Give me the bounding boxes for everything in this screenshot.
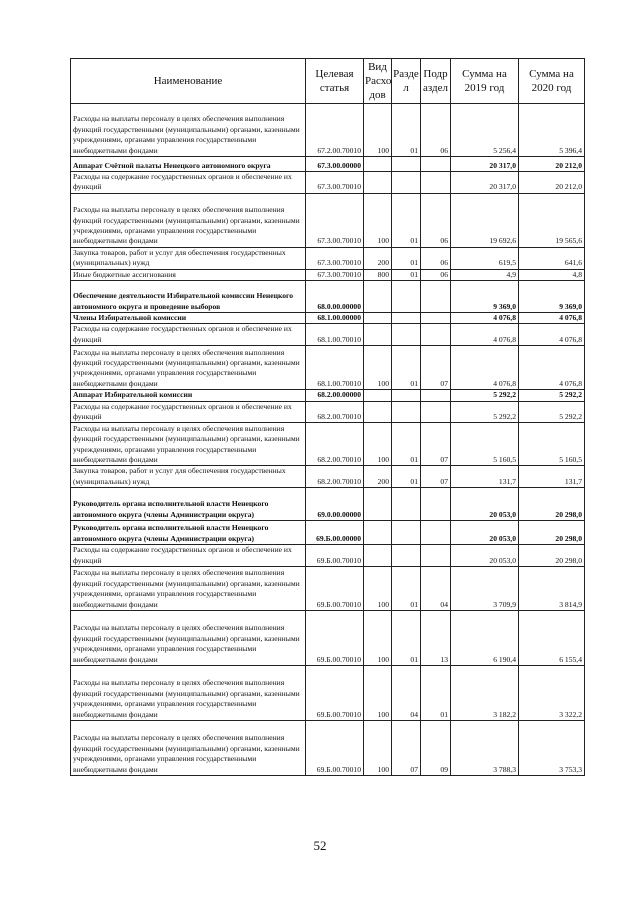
cell-razdel [392,488,421,521]
cell-podrazdel [421,390,451,401]
cell-code: 69.0.00.00000 [306,488,364,521]
cell-name: Расходы на выплаты персоналу в целях обеспечения выполнения функций государственными (муниципальными) органами, казенными учреждениями, органами управления государственными внебюджетными фондами [71,611,306,666]
table-row [71,390,585,401]
cell-name: Расходы на содержание государственных органов и обеспечение их функций [71,545,306,567]
cell-name: Расходы на содержание государственных органов и обеспечение их функций [71,172,306,194]
table-row [71,721,585,776]
cell-name: Закупка товаров, работ и услуг для обеспечения государственных (муниципальных) нужд [71,247,306,269]
cell-code: 67.3.00.70010 [306,172,364,194]
header-sum-2020: Сумма на 2020 год [519,59,585,104]
cell-sum-2019: 5 292,2 [451,390,519,401]
cell-podrazdel [421,521,451,545]
cell-sum-2019: 4 076,8 [451,346,519,390]
table-row [71,611,585,666]
cell-vid: 100 [364,666,392,721]
cell-vid: 100 [364,721,392,776]
cell-sum-2019: 20 053,0 [451,545,519,567]
cell-sum-2019: 3 182,2 [451,666,519,721]
cell-podrazdel: 06 [421,193,451,247]
table-row [71,281,585,313]
cell-code: 68.2.00.00000 [306,390,364,401]
cell-sum-2020: 20 212,0 [519,172,585,194]
cell-razdel: 01 [392,346,421,390]
table-row [71,313,585,324]
cell-name: Расходы на выплаты персоналу в целях обеспечения выполнения функций государственными (муниципальными) органами, казенными учреждениями, органами управления государственными внебюджетными фондами [71,346,306,390]
cell-podrazdel [421,545,451,567]
cell-vid [364,324,392,346]
header-sum-2019: Сумма на 2019 год [451,59,519,104]
cell-razdel: 01 [392,193,421,247]
table-row [71,346,585,390]
cell-name: Члены Избирательной комиссии [71,313,306,324]
cell-sum-2019: 9 369,0 [451,281,519,313]
cell-vid: 100 [364,104,392,157]
cell-sum-2020: 5 160,5 [519,423,585,466]
table-header-row [71,59,585,104]
cell-sum-2020: 20 298,0 [519,488,585,521]
cell-code: 69.Б.00.70010 [306,611,364,666]
cell-sum-2019: 6 190,4 [451,611,519,666]
cell-podrazdel: 09 [421,721,451,776]
cell-vid [364,172,392,194]
cell-sum-2019: 619,5 [451,247,519,269]
cell-razdel [392,172,421,194]
cell-vid: 100 [364,423,392,466]
cell-razdel [392,521,421,545]
cell-sum-2020: 6 155,4 [519,611,585,666]
cell-razdel: 01 [392,423,421,466]
cell-code: 68.1.00.70010 [306,346,364,390]
cell-code: 67.2.00.70010 [306,104,364,157]
cell-name: Расходы на выплаты персоналу в целях обеспечения выполнения функций государственными (муниципальными) органами, казенными учреждениями, органами управления государственными внебюджетными фондами [71,567,306,611]
cell-razdel: 01 [392,611,421,666]
cell-sum-2020: 5 292,2 [519,401,585,423]
cell-podrazdel: 06 [421,104,451,157]
cell-sum-2020: 19 565,6 [519,193,585,247]
cell-vid [364,281,392,313]
cell-sum-2019: 4 076,8 [451,313,519,324]
cell-code: 67.3.00.70010 [306,247,364,269]
cell-sum-2020: 4 076,8 [519,313,585,324]
table-row [71,193,585,247]
cell-sum-2019: 20 317,0 [451,157,519,172]
cell-sum-2019: 5 292,2 [451,401,519,423]
cell-podrazdel: 01 [421,666,451,721]
cell-sum-2020: 3 322,2 [519,666,585,721]
cell-sum-2020: 20 212,0 [519,157,585,172]
table-row [71,157,585,172]
budget-table [70,58,585,776]
table-row [71,466,585,488]
table-row [71,269,585,280]
cell-vid: 800 [364,269,392,280]
table-row [71,401,585,423]
cell-sum-2019: 5 160,5 [451,423,519,466]
cell-vid: 100 [364,567,392,611]
cell-vid: 100 [364,193,392,247]
cell-razdel: 01 [392,567,421,611]
header-name: Наименование [71,59,306,104]
table-body [71,104,585,776]
cell-name: Расходы на выплаты персоналу в целях обеспечения выполнения функций государственными (муниципальными) органами, казенными учреждениями, органами управления государственными внебюджетными фондами [71,193,306,247]
cell-name: Расходы на выплаты персоналу в целях обеспечения выполнения функций государственными (муниципальными) органами, казенными учреждениями, органами управления государственными внебюджетными фондами [71,721,306,776]
cell-code: 68.1.00.00000 [306,313,364,324]
cell-sum-2020: 3 814,9 [519,567,585,611]
cell-vid [364,313,392,324]
cell-sum-2020: 9 369,0 [519,281,585,313]
header-code: Целевая статья [306,59,364,104]
cell-podrazdel: 04 [421,567,451,611]
table-row [71,666,585,721]
cell-code: 69.Б.00.70010 [306,666,364,721]
cell-razdel: 01 [392,104,421,157]
cell-code: 67.3.00.00000 [306,157,364,172]
cell-razdel [392,545,421,567]
cell-sum-2019: 3 788,3 [451,721,519,776]
cell-podrazdel [421,157,451,172]
cell-podrazdel [421,172,451,194]
cell-podrazdel [421,488,451,521]
cell-code: 69.Б.00.70010 [306,721,364,776]
cell-podrazdel [421,313,451,324]
cell-podrazdel: 07 [421,423,451,466]
cell-sum-2020: 5 396,4 [519,104,585,157]
cell-razdel [392,390,421,401]
cell-razdel: 01 [392,247,421,269]
cell-name: Закупка товаров, работ и услуг для обеспечения государственных (муниципальных) нужд [71,466,306,488]
cell-vid [364,390,392,401]
cell-sum-2019: 3 709,9 [451,567,519,611]
cell-sum-2020: 4 076,8 [519,324,585,346]
cell-sum-2019: 19 692,6 [451,193,519,247]
header-vid: Вид Расхо дов [364,59,392,104]
cell-podrazdel: 07 [421,466,451,488]
cell-sum-2020: 5 292,2 [519,390,585,401]
cell-name: Руководитель органа исполнительной власти Ненецкого автономного округа (члены Администрации округа) [71,488,306,521]
cell-name: Аппарат Счётной палаты Ненецкого автономного округа [71,157,306,172]
cell-sum-2020: 20 298,0 [519,545,585,567]
cell-razdel [392,324,421,346]
table-row [71,521,585,545]
cell-sum-2020: 4,8 [519,269,585,280]
cell-vid [364,545,392,567]
cell-razdel [392,281,421,313]
cell-code: 69.Б.00.00000 [306,521,364,545]
header-podrazdel: Подр аздел [421,59,451,104]
cell-sum-2019: 5 256,4 [451,104,519,157]
cell-name: Руководитель органа исполнительной власти Ненецкого автономного округа (члены Администрации округа) [71,521,306,545]
cell-code: 68.1.00.70010 [306,324,364,346]
table-row [71,567,585,611]
cell-sum-2020: 131,7 [519,466,585,488]
cell-sum-2020: 641,6 [519,247,585,269]
cell-razdel: 07 [392,721,421,776]
cell-vid [364,157,392,172]
cell-code: 68.2.00.70010 [306,401,364,423]
cell-name: Иные бюджетные ассигнования [71,269,306,280]
cell-name: Расходы на содержание государственных органов и обеспечение их функций [71,324,306,346]
cell-name: Обеспечение деятельности Избирательной комиссии Ненецкого автономного округа и проведение выборов [71,281,306,313]
cell-name: Расходы на выплаты персоналу в целях обеспечения выполнения функций государственными (муниципальными) органами, казенными учреждениями, органами управления государственными внебюджетными фондами [71,104,306,157]
cell-code: 69.Б.00.70010 [306,545,364,567]
cell-name: Аппарат Избирательной комиссии [71,390,306,401]
cell-podrazdel: 07 [421,346,451,390]
cell-podrazdel: 13 [421,611,451,666]
cell-sum-2019: 4 076,8 [451,324,519,346]
cell-podrazdel: 06 [421,269,451,280]
cell-sum-2020: 4 076,8 [519,346,585,390]
cell-code: 69.Б.00.70010 [306,567,364,611]
cell-sum-2020: 20 298,0 [519,521,585,545]
cell-sum-2019: 4,9 [451,269,519,280]
cell-sum-2019: 20 053,0 [451,521,519,545]
cell-code: 68.2.00.70010 [306,423,364,466]
cell-razdel: 04 [392,666,421,721]
cell-vid [364,488,392,521]
cell-sum-2019: 131,7 [451,466,519,488]
table-row [71,104,585,157]
cell-podrazdel [421,324,451,346]
cell-vid: 200 [364,466,392,488]
cell-razdel [392,157,421,172]
cell-podrazdel: 06 [421,247,451,269]
cell-sum-2020: 3 753,3 [519,721,585,776]
table-row [71,545,585,567]
cell-code: 67.3.00.70010 [306,269,364,280]
table-row [71,423,585,466]
cell-name: Расходы на содержание государственных органов и обеспечение их функций [71,401,306,423]
cell-razdel [392,313,421,324]
cell-podrazdel [421,401,451,423]
cell-sum-2019: 20 053,0 [451,488,519,521]
cell-sum-2019: 20 317,0 [451,172,519,194]
cell-name: Расходы на выплаты персоналу в целях обеспечения выполнения функций государственными (муниципальными) органами, казенными учреждениями, органами управления государственными внебюджетными фондами [71,423,306,466]
cell-code: 68.2.00.70010 [306,466,364,488]
cell-vid: 200 [364,247,392,269]
cell-vid: 100 [364,346,392,390]
page-number: 52 [313,838,327,853]
header-razdel: Разде л [392,59,421,104]
cell-vid [364,521,392,545]
cell-vid [364,401,392,423]
cell-name: Расходы на выплаты персоналу в целях обеспечения выполнения функций государственными (муниципальными) органами, казенными учреждениями, органами управления государственными внебюджетными фондами [71,666,306,721]
cell-code: 68.0.00.00000 [306,281,364,313]
cell-podrazdel [421,281,451,313]
cell-vid: 100 [364,611,392,666]
cell-razdel: 01 [392,466,421,488]
table-row [71,172,585,194]
cell-razdel [392,401,421,423]
table-row [71,324,585,346]
cell-code: 67.3.00.70010 [306,193,364,247]
table-row [71,488,585,521]
cell-razdel: 01 [392,269,421,280]
table-row [71,247,585,269]
